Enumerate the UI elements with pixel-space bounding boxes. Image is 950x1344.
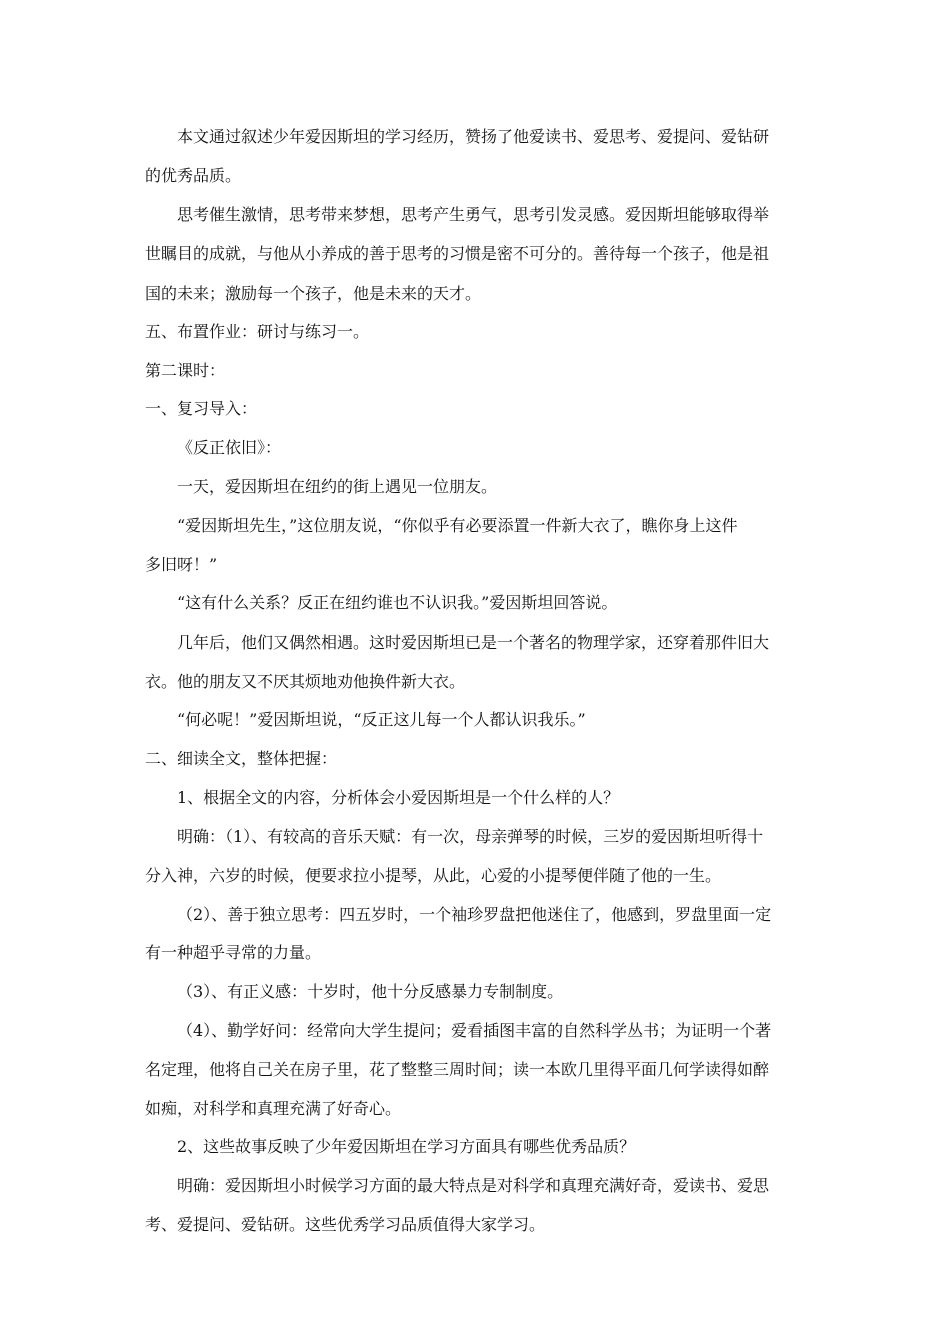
paragraph-line: 世瞩目的成就，与他从小养成的善于思考的习惯是密不可分的。善待每一个孩子，他是祖 <box>145 244 770 263</box>
paragraph-line: 明确：（1）、有较高的音乐天赋：有一次，母亲弹琴的时候，三岁的爱因斯坦听得十 <box>177 827 764 846</box>
section-heading: 二、细读全文，整体把握： <box>145 749 338 768</box>
paragraph-line: 分入神，六岁的时候，便要求拉小提琴，从此，心爱的小提琴便伴随了他的一生。 <box>145 866 722 885</box>
section-heading: 第二课时： <box>145 361 226 380</box>
section-heading: 一、复习导入： <box>145 399 258 418</box>
paragraph-line: 考、爱提问、爱钻研。这些优秀学习品质值得大家学习。 <box>145 1215 546 1234</box>
paragraph-line: 有一种超乎寻常的力量。 <box>145 943 322 962</box>
paragraph-line: 名定理，他将自己关在房子里，花了整整三周时间；读一本欧几里得平面几何学读得如醉 <box>145 1060 770 1079</box>
paragraph-line: “这有什么关系？反正在纽约谁也不认识我。”爱因斯坦回答说。 <box>177 593 618 612</box>
paragraph-line: “爱因斯坦先生，”这位朋友说，“你似乎有必要添置一件新大衣了，瞧你身上这件 <box>177 516 738 535</box>
paragraph-line: 本文通过叙述少年爱因斯坦的学习经历，赞扬了他爱读书、爱思考、爱提问、爱钻研 <box>177 127 770 146</box>
paragraph-line: （4）、勤学好问：经常向大学生提问；爱看插图丰富的自然科学丛书；为证明一个著 <box>177 1021 772 1040</box>
paragraph-line: “何必呢！”爱因斯坦说，“反正这儿每一个人都认识我乐。” <box>177 710 586 729</box>
question-line: 1、根据全文的内容，分析体会小爱因斯坦是一个什么样的人？ <box>177 788 620 807</box>
paragraph-line: （2）、善于独立思考：四五岁时，一个袖珍罗盘把他迷住了，他感到，罗盘里面一定 <box>177 905 772 924</box>
paragraph-line: 国的未来；激励每一个孩子，他是未来的天才。 <box>145 284 482 303</box>
paragraph-line: 几年后，他们又偶然相遇。这时爱因斯坦已是一个著名的物理学家，还穿着那件旧大 <box>177 633 770 652</box>
document-page <box>145 0 810 1344</box>
paragraph-line: 思考催生激情，思考带来梦想，思考产生勇气，思考引发灵感。爱因斯坦能够取得举 <box>177 205 770 224</box>
question-line: 2、这些故事反映了少年爱因斯坦在学习方面具有哪些优秀品质？ <box>177 1137 636 1156</box>
paragraph-line: 衣。他的朋友又不厌其烦地劝他换件新大衣。 <box>145 672 466 691</box>
paragraph-line: 明确：爱因斯坦小时候学习方面的最大特点是对科学和真理充满好奇，爱读书、爱思 <box>177 1176 770 1195</box>
paragraph-line: （3）、有正义感：十岁时，他十分反感暴力专制制度。 <box>177 982 564 1001</box>
paragraph-line: 如痴，对科学和真理充满了好奇心。 <box>145 1099 402 1118</box>
paragraph-line: 一天，爱因斯坦在纽约的街上遇见一位朋友。 <box>177 477 498 496</box>
section-heading: 五、布置作业：研讨与练习一。 <box>145 322 370 341</box>
paragraph-line: 多旧呀！” <box>145 555 218 574</box>
paragraph-line: 的优秀品质。 <box>145 166 242 185</box>
story-title: 《反正依旧》： <box>177 438 282 457</box>
